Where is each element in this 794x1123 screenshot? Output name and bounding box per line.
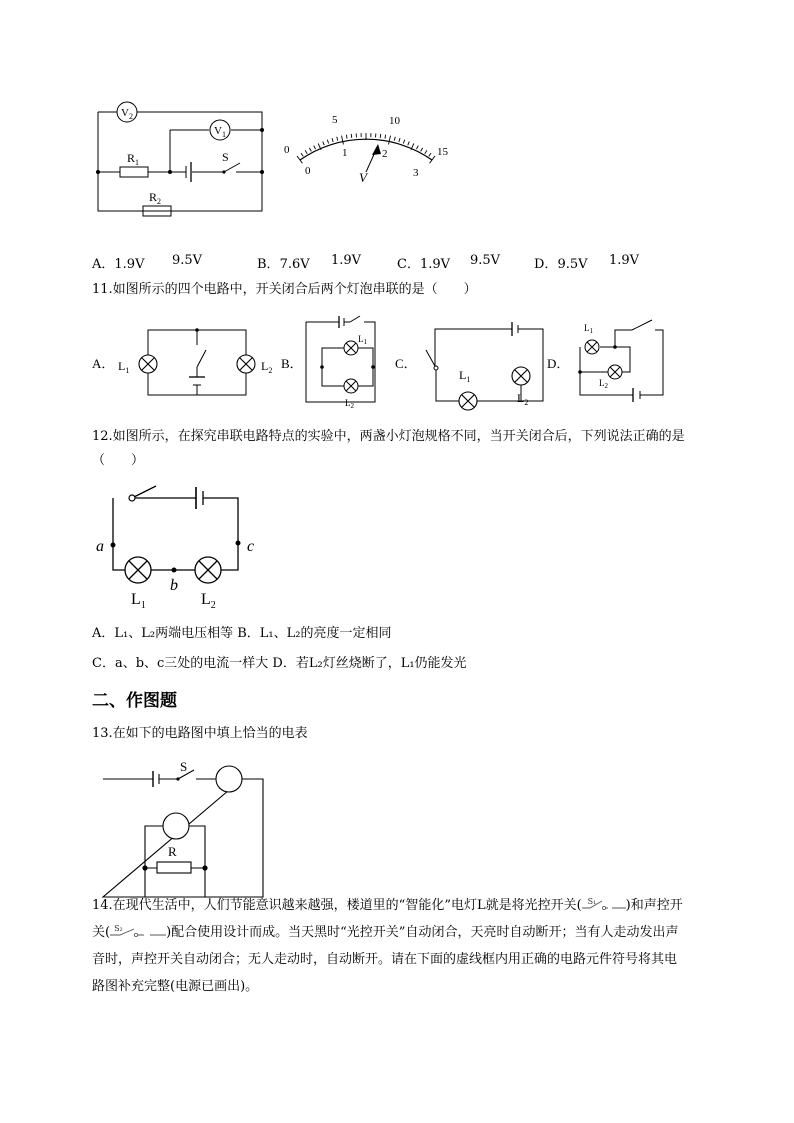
q11-a-label: A．	[92, 356, 115, 371]
q10-option-c-v2: 9.5V	[470, 253, 501, 268]
q10-option-b-v2: 1.9V	[331, 253, 362, 268]
q10-option-a-label: A．	[92, 257, 115, 272]
q11-b-l1-sub: 1	[363, 338, 367, 346]
q11-stem: 11.如图所示的四个电路中，开关闭合后两个灯泡串联的是（ ）	[92, 282, 477, 297]
q14-line2-post: )配合使用设计而成。当天黑时“光控开关”自动闭合，天亮时自动断开；当有人走动发出声	[166, 925, 679, 940]
q10-option-a-v2: 9.5V	[172, 253, 203, 268]
q11-a-l2: L	[261, 359, 269, 373]
meter-bot-0: 0	[305, 165, 311, 177]
q10-option-c-v1: 1.9V	[419, 257, 451, 272]
q12-point-a: a	[96, 538, 104, 555]
q10-option-c-label: C．	[397, 257, 420, 272]
q12-stem-line1: 12.如图所示，在探究串联电路特点的实验中，两盏小灯泡规格不同，当开关闭合后，下列说法正确的是	[92, 429, 685, 444]
q10-option-d-v1: 9.5V	[557, 257, 588, 272]
q12-point-c: c	[247, 538, 255, 555]
q13-stem: 13.在如下的电路图中填上恰当的电表	[92, 726, 308, 741]
q11-b-l2: L	[345, 398, 351, 408]
q14-line1-post: )和声控开	[625, 898, 683, 913]
photo-switch-label: S₁	[587, 897, 597, 906]
q11-d-l1-sub: 1	[589, 327, 593, 335]
q10-r2-label: R	[149, 190, 158, 204]
q13-resistor-label: R	[168, 844, 177, 859]
q11-d-l2-sub: 2	[604, 382, 608, 390]
q11-c-label: C．	[395, 356, 417, 371]
q10-option-d-v2: 1.9V	[609, 253, 640, 268]
q10-r2-sub: 2	[157, 197, 162, 206]
q11-c-l2: L	[517, 391, 525, 405]
q10-v2-sub: 2	[128, 112, 133, 121]
q10-r1-label: R	[127, 151, 136, 165]
q10-option-b-label: B．	[257, 257, 280, 272]
q12-stem-line2: （ ）	[92, 453, 145, 468]
q14-line3: 音时，声控开关自动闭合；无人走动时，自动断开。请在下面的虚线框内用正确的电路元件符号将其电	[92, 952, 678, 967]
q14-line1-pre: 14.在现代生活中，人们节能意识越来越强，楼道里的“智能化”电灯L就是将光控开关(	[92, 898, 582, 913]
q12-l2: L	[201, 591, 211, 608]
meter-top-10: 10	[389, 115, 400, 127]
q14-line2	[92, 924, 678, 942]
q11-d-l1: L	[584, 323, 590, 333]
q10-v1-label: V	[214, 125, 222, 137]
q14-line2-pre: 关(	[92, 925, 111, 940]
q14-line1	[92, 897, 683, 915]
q11-a-l1-sub: 1	[125, 366, 130, 375]
photo-switch-symbol	[582, 897, 626, 911]
section-heading: 二、作图题	[92, 691, 177, 711]
q11-d-label: D．	[547, 356, 570, 371]
q10-switch-label: S	[222, 150, 229, 164]
q12-options-ab[interactable]: A．L₁、L₂两端电压相等 B．L₁、L₂的亮度一定相同	[92, 626, 392, 641]
q11-d-l2: L	[599, 378, 605, 388]
sound-switch-label: S₂	[114, 924, 123, 933]
q11-a-l1: L	[118, 359, 126, 373]
meter-bot-2: 2	[382, 148, 388, 160]
q12-point-b: b	[170, 577, 178, 594]
meter-bot-1: 1	[342, 147, 348, 159]
meter-top-5: 5	[332, 114, 338, 126]
q10-v1-sub: 1	[221, 130, 226, 139]
sound-switch-symbol	[110, 924, 166, 938]
q11-c-l1-sub: 1	[466, 375, 471, 384]
q10-r1-sub: 1	[135, 158, 140, 167]
q10-option-a-v1: 1.9V	[114, 257, 145, 272]
q11-c-l2-sub: 2	[524, 398, 529, 407]
q11-c-l1: L	[459, 368, 467, 382]
q10-option-d-label: D．	[534, 257, 558, 272]
q12-l1: L	[131, 591, 141, 608]
q11-a-l2-sub: 2	[268, 366, 273, 375]
q11-b-l2-sub: 2	[350, 402, 354, 410]
q11-b-label: B．	[281, 356, 303, 371]
meter-top-0: 0	[284, 144, 290, 156]
q12-l2-sub: 2	[210, 600, 216, 611]
q14-line4: 路图补充完整(电源已画出)。	[92, 979, 259, 994]
meter-top-15: 15	[437, 146, 448, 158]
meter-unit: V	[359, 170, 367, 185]
q10-option-b-v1: 7.6V	[279, 257, 310, 272]
meter-bot-3: 3	[413, 167, 419, 179]
q13-switch-label: S	[180, 759, 188, 774]
q11-b-l1: L	[358, 334, 364, 344]
q12-options-cd[interactable]: C．a、b、c三处的电流一样大 D．若L₂灯丝烧断了，L₁仍能发光	[92, 656, 467, 671]
q10-v2-label: V	[121, 107, 129, 119]
q12-l1-sub: 1	[140, 600, 146, 611]
